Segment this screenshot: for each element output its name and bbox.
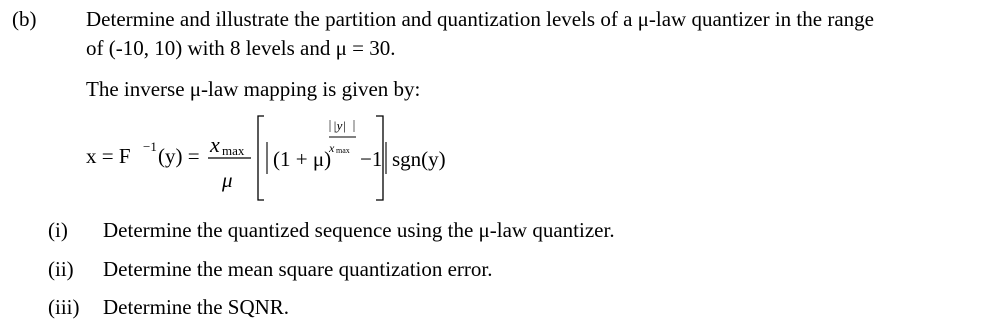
question-3-text: Determine the SQNR. xyxy=(103,295,290,319)
formula-lhs: x = F xyxy=(86,144,131,168)
formula-lhs-sup: −1 xyxy=(143,139,157,154)
question-1-number: (i) xyxy=(48,218,68,242)
question-3-number: (iii) xyxy=(48,295,80,319)
fraction-numerator-sub: max xyxy=(222,143,245,158)
question-2-text: Determine the mean square quantization error. xyxy=(103,257,493,281)
exponent-denominator: x xyxy=(329,141,335,155)
fraction-denominator: μ xyxy=(222,168,233,192)
inverse-mapping-intro: The inverse μ-law mapping is given by: xyxy=(86,77,421,101)
question-1-text: Determine the quantized sequence using the μ-law quantizer. xyxy=(103,218,615,242)
left-bracket xyxy=(258,116,264,200)
formula-lhs-arg: (y) = xyxy=(158,144,200,168)
formula-sgn: sgn(y) xyxy=(392,147,446,171)
fraction-numerator-x: x xyxy=(210,132,220,157)
formula-minus-one: −1 xyxy=(360,147,383,171)
question-2-number: (ii) xyxy=(48,257,74,281)
exponent-numerator: |y| xyxy=(333,118,346,133)
formula-graphic xyxy=(86,108,506,208)
problem-line-2: of (-10, 10) with 8 levels and μ = 30. xyxy=(86,36,396,60)
formula-base: (1 + μ) xyxy=(273,147,332,171)
inverse-mu-law-formula xyxy=(86,108,506,208)
problem-line-1: Determine and illustrate the partition and quantization levels of a μ-law quantizer in the range xyxy=(86,7,874,31)
part-label: (b) xyxy=(12,7,37,31)
exponent-denominator-sub: max xyxy=(336,146,350,155)
